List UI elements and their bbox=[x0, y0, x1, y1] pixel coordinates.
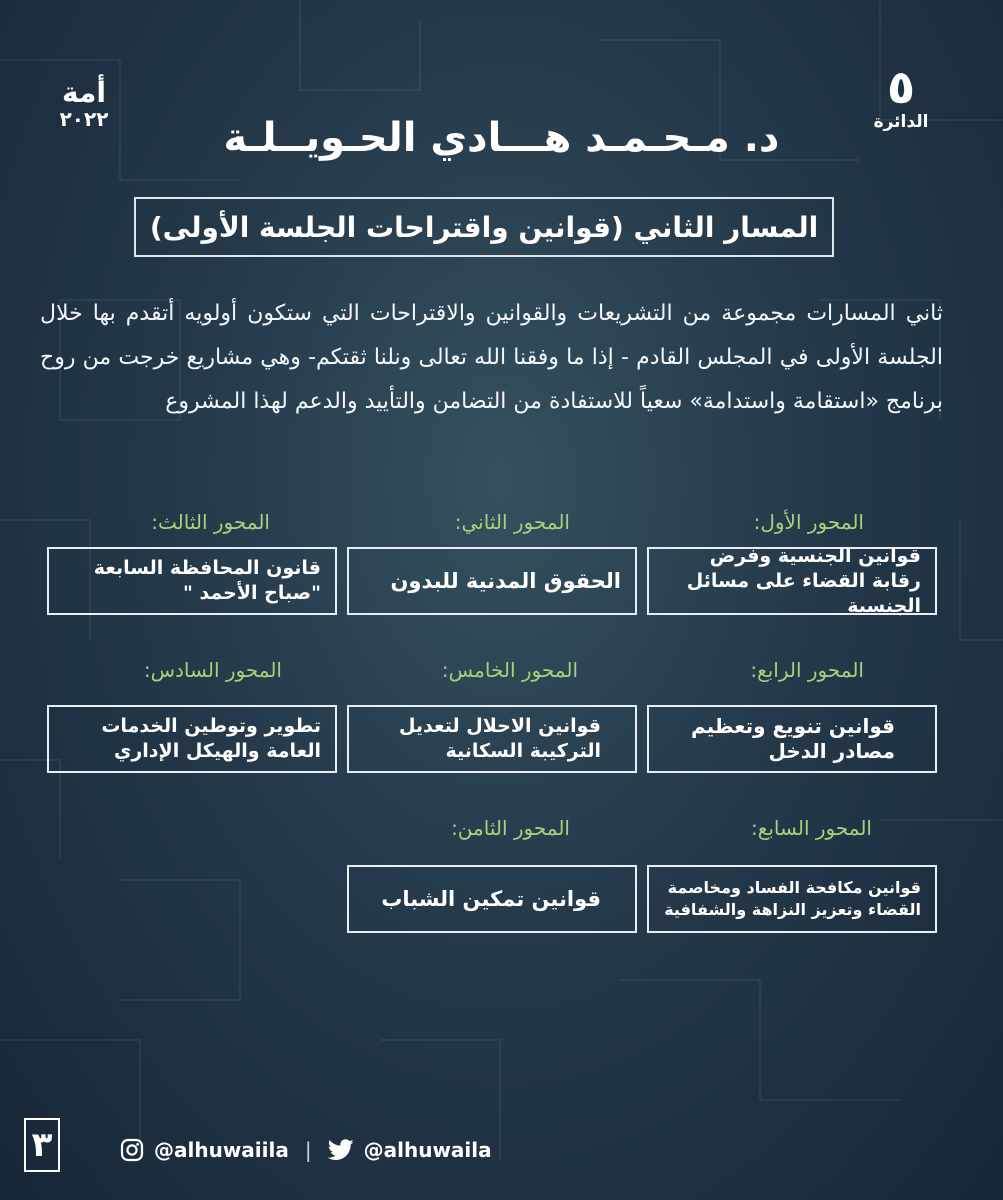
axis-7-text: قوانين مكافحة الفساد ومخاصمة القضاء وتعزيز النزاهة والشفافية bbox=[664, 878, 921, 919]
axis-8-box bbox=[347, 865, 637, 933]
axis-4-text: قوانين تنويع وتعظيم مصادر الدخل bbox=[690, 714, 895, 763]
axis-1-box bbox=[647, 544, 937, 617]
track-title-box bbox=[134, 197, 834, 257]
twitter-handle[interactable]: @alhuwaila bbox=[363, 1138, 492, 1162]
axis-6-text: تطوير وتوطين الخدمات العامة والهيكل الإداري bbox=[101, 715, 321, 762]
brand-year: ٢٠٢٢ bbox=[59, 107, 109, 131]
track-title: المسار الثاني (قوانين واقتراحات الجلسة الأولى) bbox=[149, 210, 819, 244]
candidate-name: د. مـحـمـد هـــادي الحـويــلـة bbox=[223, 115, 780, 161]
axis-3-label: المحور الثالث: bbox=[151, 510, 270, 534]
social-footer bbox=[120, 1138, 492, 1162]
axis-4-label: المحور الرابع: bbox=[750, 658, 864, 682]
district-label: الدائرة bbox=[873, 112, 929, 132]
axis-6-label: المحور السادس: bbox=[143, 658, 282, 682]
axis-2-label: المحور الثاني: bbox=[454, 510, 570, 534]
district-badge bbox=[855, 62, 947, 132]
axis-1-text: قوانين الجنسية وفرض رقابة القضاء على مسائل الجنسية bbox=[686, 544, 921, 617]
page-number: ٣ bbox=[24, 1118, 60, 1172]
axis-2-box bbox=[347, 547, 637, 615]
axis-5-text: قوانين الاحلال لتعديل التركيبة السكانية bbox=[398, 715, 601, 762]
footer-separator: | bbox=[304, 1138, 312, 1162]
axis-1-label: المحور الأول: bbox=[753, 510, 864, 534]
axis-4-box bbox=[647, 705, 937, 773]
axis-3-box bbox=[47, 547, 337, 615]
axis-2-text: الحقوق المدنية للبدون bbox=[390, 568, 621, 593]
brand-logo bbox=[44, 78, 124, 130]
intro-paragraph: ثاني المسارات مجموعة من التشريعات والقوانين والاقتراحات التي ستكون أولويه أتقدم بها خلال الجلسة الأولى في المجلس القادم - إذا ما وفقنا الله تعالى ونلنا ثقتكم- وهي مشاريع خرجت من روح برنامج «استقامة واستدامة» سعياً للاستفادة من التضامن والتأييد والدعم لهذا المشروع bbox=[40, 301, 943, 414]
axis-6-box bbox=[47, 705, 337, 773]
brand-word: أمة bbox=[62, 76, 106, 109]
twitter-icon bbox=[328, 1139, 354, 1161]
instagram-icon bbox=[120, 1138, 144, 1162]
axis-3-text: قانون المحافظة السابعة "صباح الأحمد " bbox=[93, 557, 321, 604]
axis-8-text: قوانين تمكين الشباب bbox=[381, 886, 601, 911]
axis-7-label: المحور السابع: bbox=[750, 816, 872, 840]
instagram-handle[interactable]: @alhuwaiila bbox=[154, 1138, 289, 1162]
axis-7-box bbox=[647, 865, 937, 933]
axis-5-label: المحور الخامس: bbox=[441, 658, 578, 682]
district-number: ٥ bbox=[886, 60, 916, 114]
axis-5-box bbox=[347, 705, 637, 773]
axis-8-label: المحور الثامن: bbox=[451, 816, 570, 840]
